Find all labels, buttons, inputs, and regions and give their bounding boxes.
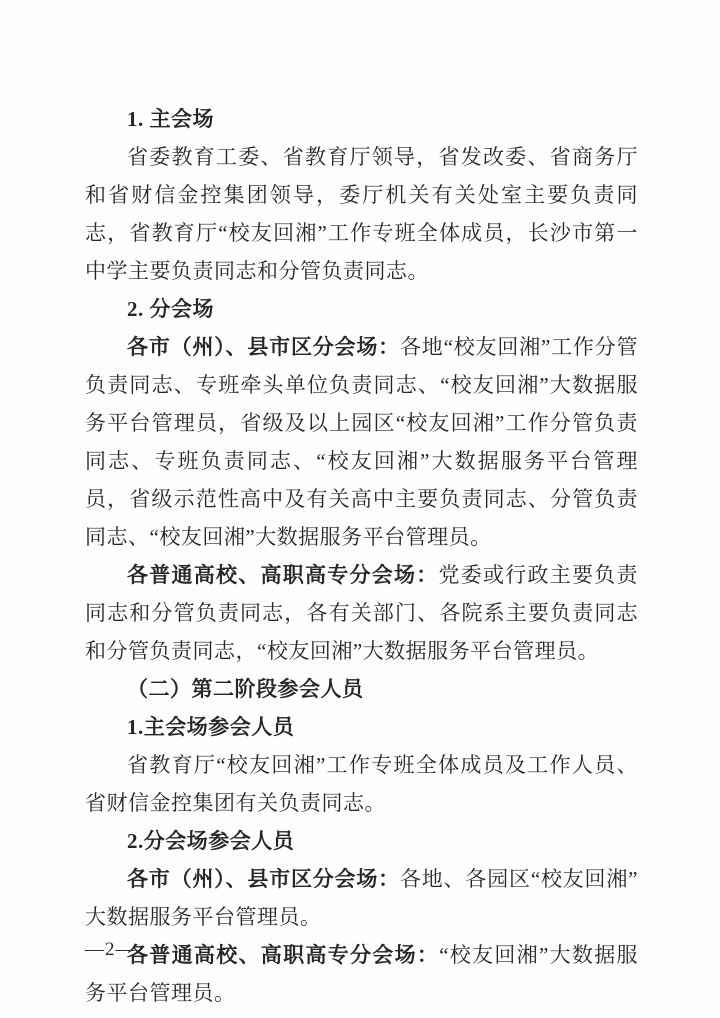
paragraph-text: 省委教育工委、省教育厅领导，省发改委、省商务厅和省财信金控集团领导，委厅机关有关处室主要负责同志，省教育厅“校友回湘”工作专班全体成员，长沙市第一中学主要负责同志和分管负责同志。 (85, 145, 638, 283)
body-paragraph (85, 860, 638, 936)
page-number: —2— (85, 939, 136, 960)
paragraph-lead: 各市（州）、县市区分会场： (127, 335, 400, 359)
section-heading-branch-venue-participants: 2.分会场参会人员 (127, 829, 295, 853)
paragraph-lead: 各市（州）、县市区分会场： (127, 867, 400, 891)
document-body (85, 100, 638, 1012)
body-paragraph (85, 328, 638, 556)
body-paragraph (85, 138, 638, 290)
body-paragraph (85, 556, 638, 670)
section-heading-stage-two: （二）第二阶段参会人员 (127, 677, 364, 701)
body-paragraph (85, 936, 638, 1012)
paragraph-lead: 各普通高校、高职高专分会场： (127, 563, 439, 587)
section-heading-main-venue: 1. 主会场 (127, 107, 214, 131)
paragraph-text: “校友回湘”大数据服务平台管理员。 (85, 943, 638, 1005)
section-heading-main-venue-participants: 1.主会场参会人员 (127, 715, 295, 739)
paragraph-text: 各地“校友回湘”工作分管负责同志、专班牵头单位负责同志、“校友回湘”大数据服务平台管理员，省级及以上园区“校友回湘”工作分管负责同志、专班负责同志、“校友回湘”大数据服务平台管理员，省级示范性高中及有关高中主要负责同志、分管负责同志、“校友回湘”大数据服务平台管理员。 (85, 335, 638, 549)
section-heading-branch-venue: 2. 分会场 (127, 297, 214, 321)
paragraph-text: 省教育厅“校友回湘”工作专班全体成员及工作人员、省财信金控集团有关负责同志。 (85, 753, 638, 815)
paragraph-text: 党委或行政主要负责同志和分管负责同志，各有关部门、各院系主要负责同志和分管负责同志，“校友回湘”大数据服务平台管理员。 (85, 563, 638, 663)
paragraph-text: 各地、各园区“校友回湘”大数据服务平台管理员。 (85, 867, 638, 929)
body-paragraph (85, 746, 638, 822)
paragraph-lead: 各普通高校、高职高专分会场： (127, 943, 440, 967)
